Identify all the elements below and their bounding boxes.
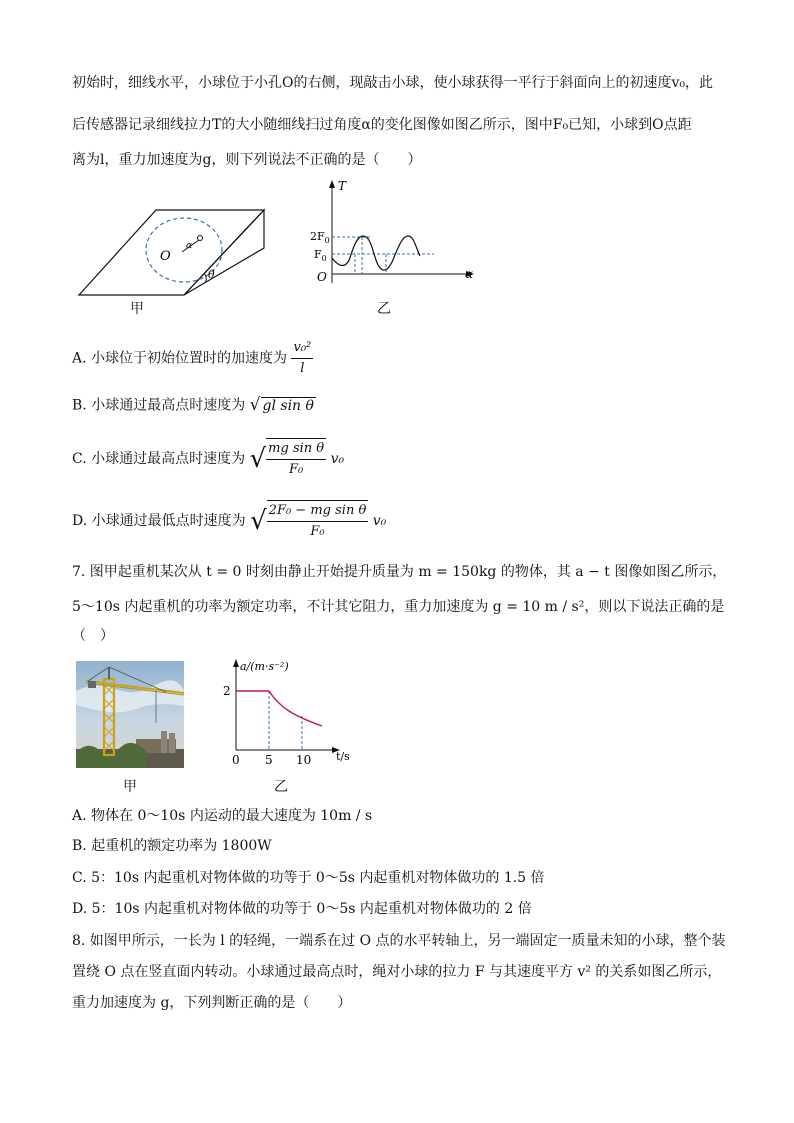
q6-option-a[interactable]	[72, 338, 313, 379]
alpha-angle-label: α	[186, 241, 193, 251]
option-c-numerator: mg sin θ	[266, 439, 326, 460]
q6-figure-jia-incline	[74, 180, 274, 298]
option-c-denominator: F₀	[289, 462, 304, 477]
decreasing-acceleration-curve	[269, 691, 322, 726]
option-d-numerator: 2F₀ − mg sin θ	[267, 501, 369, 522]
q6-option-c[interactable]	[72, 438, 344, 480]
tick-f0: $F_0$	[314, 248, 327, 263]
q6-stem-line-3: 离为l，重力加速度为g，则下列说法不正确的是（ ）	[72, 152, 422, 168]
q6-figure-yi-graph	[310, 178, 480, 288]
x-tick-10: 10	[296, 753, 312, 767]
option-a-text: A. 小球位于初始位置时的加速度为	[72, 350, 288, 367]
q8-stem-line-1: 8. 如图甲所示，一长为 l 的轻绳，一端系在过 O 点的水平转轴上，另一端固定一质量未知的小球，整个装	[72, 933, 726, 949]
q6-option-b[interactable]	[72, 395, 316, 416]
x-tick-5: 5	[265, 753, 273, 767]
q7-option-b[interactable]: B. 起重机的额定功率为 1800W	[72, 838, 272, 854]
q7-option-a[interactable]: A. 物体在 0～10s 内运动的最大速度为 10m / s	[72, 808, 373, 824]
sqrt-icon: √ $\frac{\text{mg sin θ}}{\text{F₀}}$	[250, 438, 327, 480]
option-c-text: C. 小球通过最高点时速度为	[72, 451, 246, 467]
x-tick-0: 0	[232, 753, 240, 767]
q7-stem-line-2: 5～10s 内起重机的功率为额定功率，不计其它阻力，重力加速度为 g = 10 m / s²，则以下说法正确的是	[72, 599, 725, 615]
q7-figure-jia-caption: 甲	[123, 779, 137, 795]
option-d-text: D. 小球通过最低点时速度为	[72, 513, 246, 529]
q7-stem-line-1: 7. 图甲起重机某次从 t = 0 时刻由静止开始提升质量为 m = 150kg 的物体，其 a − t 图像如图乙所示，	[72, 564, 727, 580]
origin-label: O	[317, 270, 327, 284]
center-o-label: O	[160, 249, 171, 264]
sqrt-icon: √ $\frac{\text{2F₀ − mg sin θ}}{\text{F₀}}$	[250, 500, 368, 542]
q6-option-d[interactable]	[72, 500, 386, 542]
y-axis-label: a/(m·s⁻²)	[240, 660, 289, 673]
x-axis-label: t/s	[336, 750, 350, 763]
q7-at-graph	[218, 656, 358, 768]
option-c-tail: v₀	[330, 451, 345, 467]
q6-stem-line-1: 初始时，细线水平，小球位于小孔O的右侧，现敲击小球，使小球获得一平行于斜面向上的初速度v₀，此	[72, 75, 713, 91]
q8-stem-line-3: 重力加速度为 g，下列判断正确的是（ ）	[72, 995, 352, 1011]
q6-figure-jia-caption: 甲	[130, 301, 144, 317]
option-a-fraction	[291, 338, 313, 379]
option-a-numerator: v₀²	[291, 338, 313, 359]
option-a-denominator: l	[300, 361, 305, 376]
tick-2f0: $2F_0$	[310, 230, 330, 245]
option-b-expression: gl sin θ	[262, 398, 314, 414]
t-axis-label: T	[338, 179, 347, 193]
y-tick-2: 2	[223, 684, 231, 698]
q6-figure-yi-caption: 乙	[377, 301, 391, 317]
q7-option-d[interactable]: D. 5：10s 内起重机对物体做的功等于 0～5s 内起重机对物体做功的 2 倍	[72, 901, 532, 917]
option-d-denominator: F₀	[310, 524, 325, 539]
q6-stem-line-2: 后传感器记录细线拉力T的大小随细线扫过角度α的变化图像如图乙所示，图中F₀已知，小球到O点距	[72, 117, 692, 133]
crane-photo	[76, 661, 184, 768]
option-b-text: B. 小球通过最高点时速度为	[72, 397, 246, 414]
alpha-axis-label: α	[465, 267, 474, 281]
q7-stem-line-3: （ ）	[72, 628, 114, 644]
option-d-tail: v₀	[372, 513, 387, 529]
tension-curve	[332, 236, 420, 270]
q7-figure-yi-caption: 乙	[274, 779, 288, 795]
sqrt-icon: √ gl sin θ	[249, 395, 314, 415]
q8-stem-line-2: 置绕 O 点在竖直面内转动。小球通过最高点时，绳对小球的拉力 F 与其速度平方 v² 的关系如图乙所示，	[72, 964, 722, 980]
q7-option-c[interactable]: C. 5：10s 内起重机对物体做的功等于 0～5s 内起重机对物体做功的 1.5 倍	[72, 870, 545, 886]
theta-angle-label: θ	[208, 268, 215, 281]
